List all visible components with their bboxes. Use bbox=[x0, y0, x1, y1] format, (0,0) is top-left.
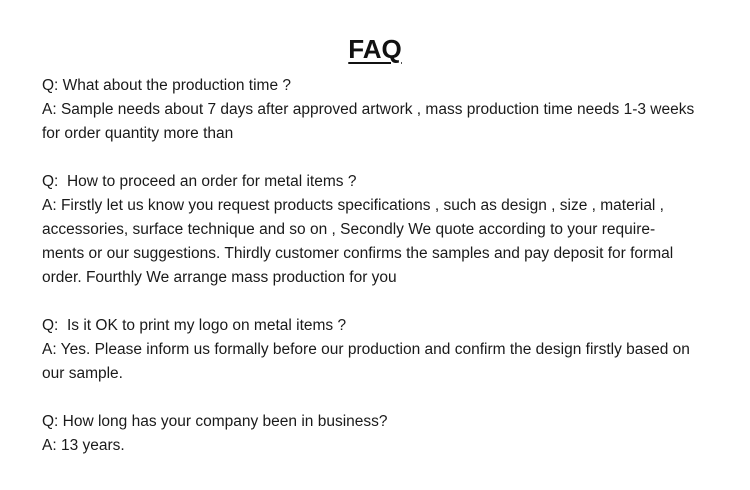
faq-list bbox=[42, 74, 722, 482]
faq-answer: A: Firstly let us know you request products specifications , such as design , size , material , accessories, surface technique and so on , Secondly We quote according to your require- ments or our suggestions. Thirdly customer confirms the samples and pay deposit for formal order. Fourthly We arrange mass production for you bbox=[42, 197, 674, 286]
faq-answer: A: Sample needs about 7 days after approved artwork , mass production time needs 1-3 weeks for order quantity more than bbox=[42, 101, 695, 142]
faq-question: Q: How to proceed an order for metal items ? bbox=[42, 173, 357, 190]
faq-item-logo-printing bbox=[42, 314, 722, 386]
faq-item-production-time bbox=[42, 74, 722, 146]
faq-question: Q: How long has your company been in business? bbox=[42, 413, 388, 430]
faq-question: Q: What about the production time ? bbox=[42, 77, 291, 94]
faq-answer: A: Yes. Please inform us formally before our production and confirm the design firstly based on our sample. bbox=[42, 341, 690, 382]
faq-item-order-process bbox=[42, 170, 722, 290]
faq-answer: A: 13 years. bbox=[42, 437, 125, 454]
page-title: FAQ bbox=[348, 34, 402, 64]
faq-question: Q: Is it OK to print my logo on metal items ? bbox=[42, 317, 347, 334]
faq-item-business-years bbox=[42, 410, 722, 458]
